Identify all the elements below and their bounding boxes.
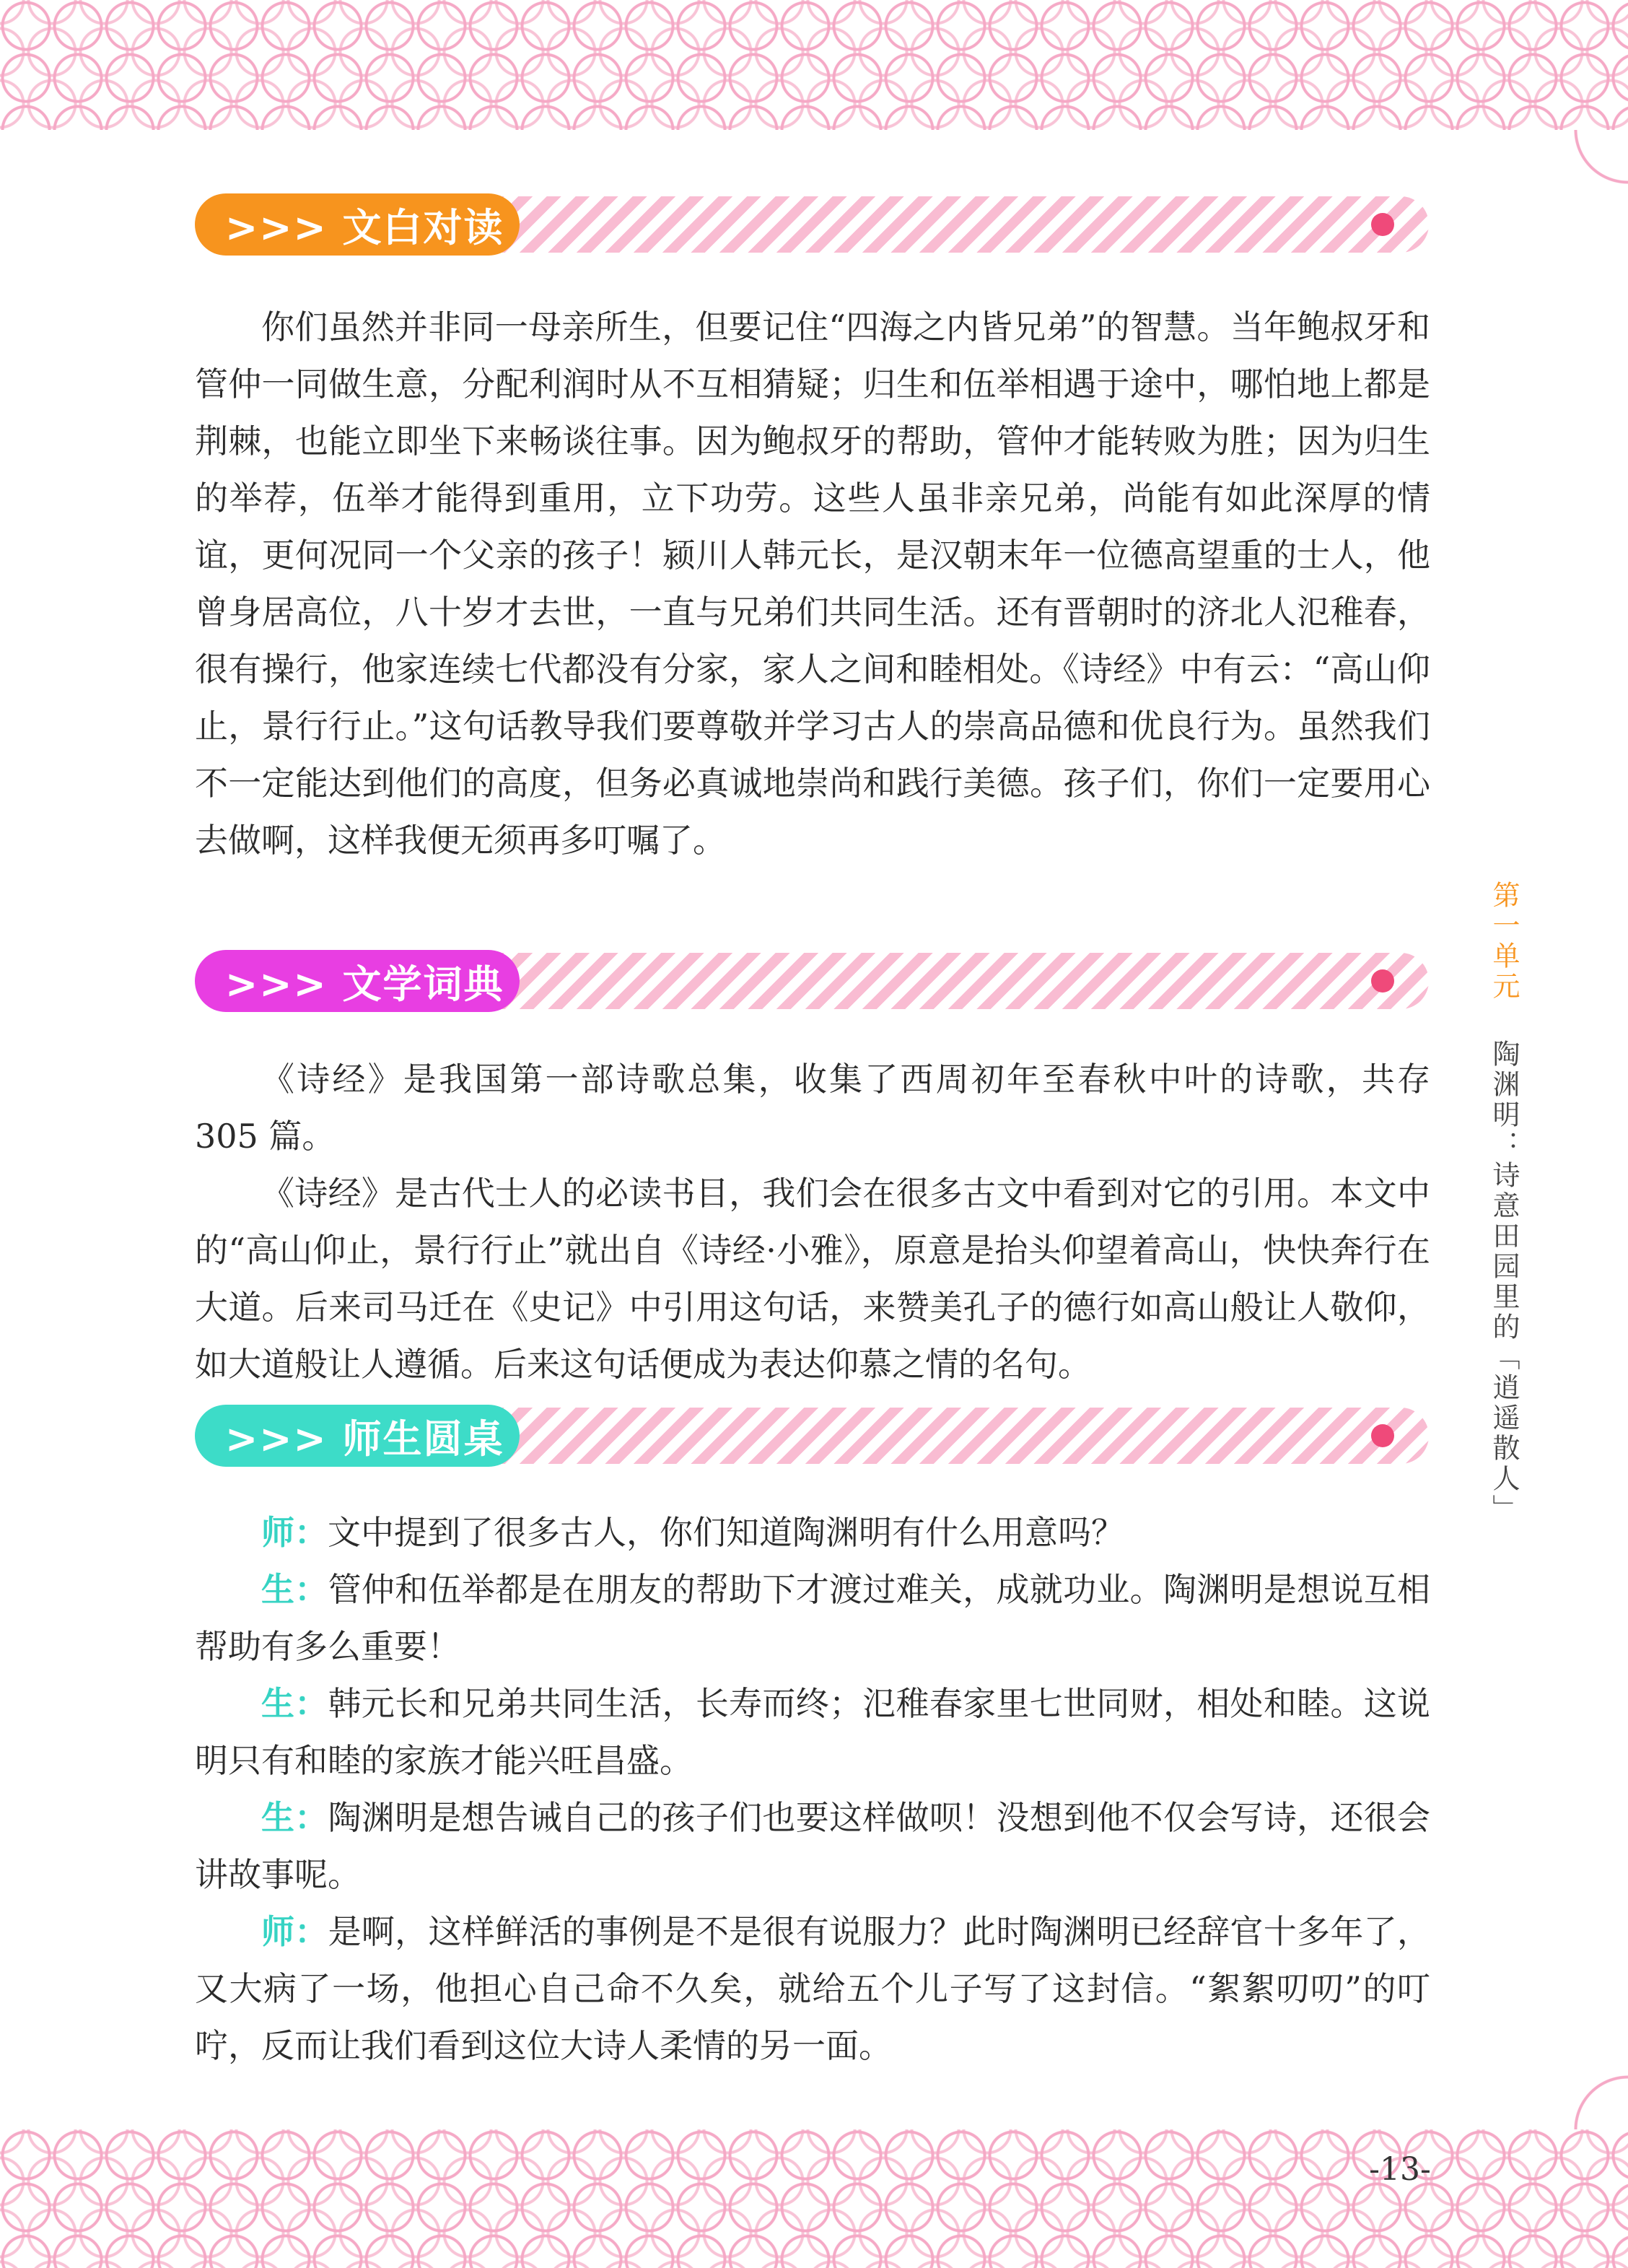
- header-stripe-bar: [404, 196, 1429, 253]
- paragraph: 《诗经》是古代士人的必读书目，我们会在很多古文中看到对它的引用。本文中的“高山仰止，景行行止”就出自《诗经·小雅》，原意是抬头仰望着高山，快快奔行在大道。后来司马迁在《史记》中引用这句话，来赞美孔子的德行如高山般让人敬仰，如大道般让人遵循。后来这句话便成为表达仰慕之情的名句。: [195, 1174, 1430, 1384]
- dialog-text: 文中提到了很多古人，你们知道陶渊明有什么用意吗？: [328, 1513, 1124, 1552]
- dialog-text: 韩元长和兄弟共同生活，长寿而终；氾稚春家里七世同财，相处和睦。这说明只有和睦的家族才能兴旺昌盛。: [195, 1684, 1431, 1780]
- dialog-text: 是啊，这样鲜活的事例是不是很有说服力？此时陶渊明已经辞官十多年了，又大病了一场，他担心自己命不久矣，就给五个儿子写了这封信。“絮絮叨叨”的叮咛，反而让我们看到这位大诗人柔情的另一面。: [195, 1912, 1431, 2065]
- header-dot: [1371, 1424, 1394, 1447]
- header-label: >>> 师生圆桌: [195, 1405, 520, 1467]
- speaker-label: 生：: [261, 1570, 328, 1609]
- paragraph: 《诗经》是我国第一部诗歌总集，收集了西周初年至春秋中叶的诗歌，共存 305 篇。: [195, 1060, 1430, 1156]
- dialog-line: [195, 1504, 1430, 1561]
- side-chapter-title: 陶渊明：诗意田园里的「逍遥散人」: [1488, 1039, 1520, 1525]
- translation-text: [195, 299, 1430, 869]
- roundtable-dialog: [195, 1504, 1430, 2075]
- header-dot: [1371, 969, 1394, 993]
- speaker-label: 师：: [261, 1513, 328, 1552]
- dialog-line: [195, 1903, 1430, 2075]
- dialog-text: 陶渊明是想告诫自己的孩子们也要这样做呗！没想到他不仅会写诗，还很会讲故事呢。: [195, 1798, 1431, 1894]
- page-number: -13-: [1369, 2151, 1431, 2188]
- bottom-decorative-band: [0, 2129, 1628, 2268]
- paragraph: 你们虽然并非同一母亲所生，但要记住“四海之内皆兄弟”的智慧。当年鲍叔牙和管仲一同做生意，分配利润时从不互相猜疑；归生和伍举相遇于途中，哪怕地上都是荆棘，也能立即坐下来畅谈往事。因为鲍叔牙的帮助，管仲才能转败为胜；因为归生的举荐，伍举才能得到重用，立下功劳。这些人虽非亲兄弟，尚能有如此深厚的情谊，更何况同一个父亲的孩子！颍川人韩元长，是汉朝末年一位德高望重的士人，他曾身居高位，八十岁才去世，一直与兄弟们共同生活。还有晋朝时的济北人氾稚春，很有操行，他家连续七代都没有分家，家人之间和睦相处。《诗经》中有云：“高山仰止，景行行止。”这句话教导我们要尊敬并学习古人的崇高品德和优良行为。虽然我们不一定能达到他们的高度，但务必真诚地崇尚和践行美德。孩子们，你们一定要用心去做啊，这样我便无须再多叮嘱了。: [195, 308, 1430, 860]
- section-header-translation: [195, 193, 1429, 256]
- dialog-line: [195, 1675, 1430, 1789]
- side-unit-label: 第一单元: [1488, 881, 1520, 1002]
- speaker-label: 师：: [261, 1912, 328, 1951]
- header-label: >>> 文白对读: [195, 193, 520, 256]
- section-header-roundtable: [195, 1405, 1429, 1467]
- speaker-label: 生：: [261, 1684, 328, 1723]
- dialog-line: [195, 1789, 1430, 1903]
- dictionary-text: [195, 1051, 1430, 1393]
- header-dot: [1371, 213, 1394, 236]
- dialog-text: 管仲和伍举都是在朋友的帮助下才渡过难关，成就功业。陶渊明是想说互相帮助有多么重要！: [195, 1570, 1431, 1666]
- top-decorative-band: [0, 0, 1628, 130]
- header-label: >>> 文学词典: [195, 950, 520, 1012]
- header-stripe-bar: [404, 1408, 1429, 1464]
- dialog-line: [195, 1561, 1430, 1675]
- speaker-label: 生：: [261, 1798, 328, 1837]
- section-header-dictionary: [195, 950, 1429, 1012]
- corner-ornament-bottom: [1549, 2050, 1628, 2129]
- corner-ornament-top: [1549, 130, 1628, 209]
- header-stripe-bar: [404, 953, 1429, 1009]
